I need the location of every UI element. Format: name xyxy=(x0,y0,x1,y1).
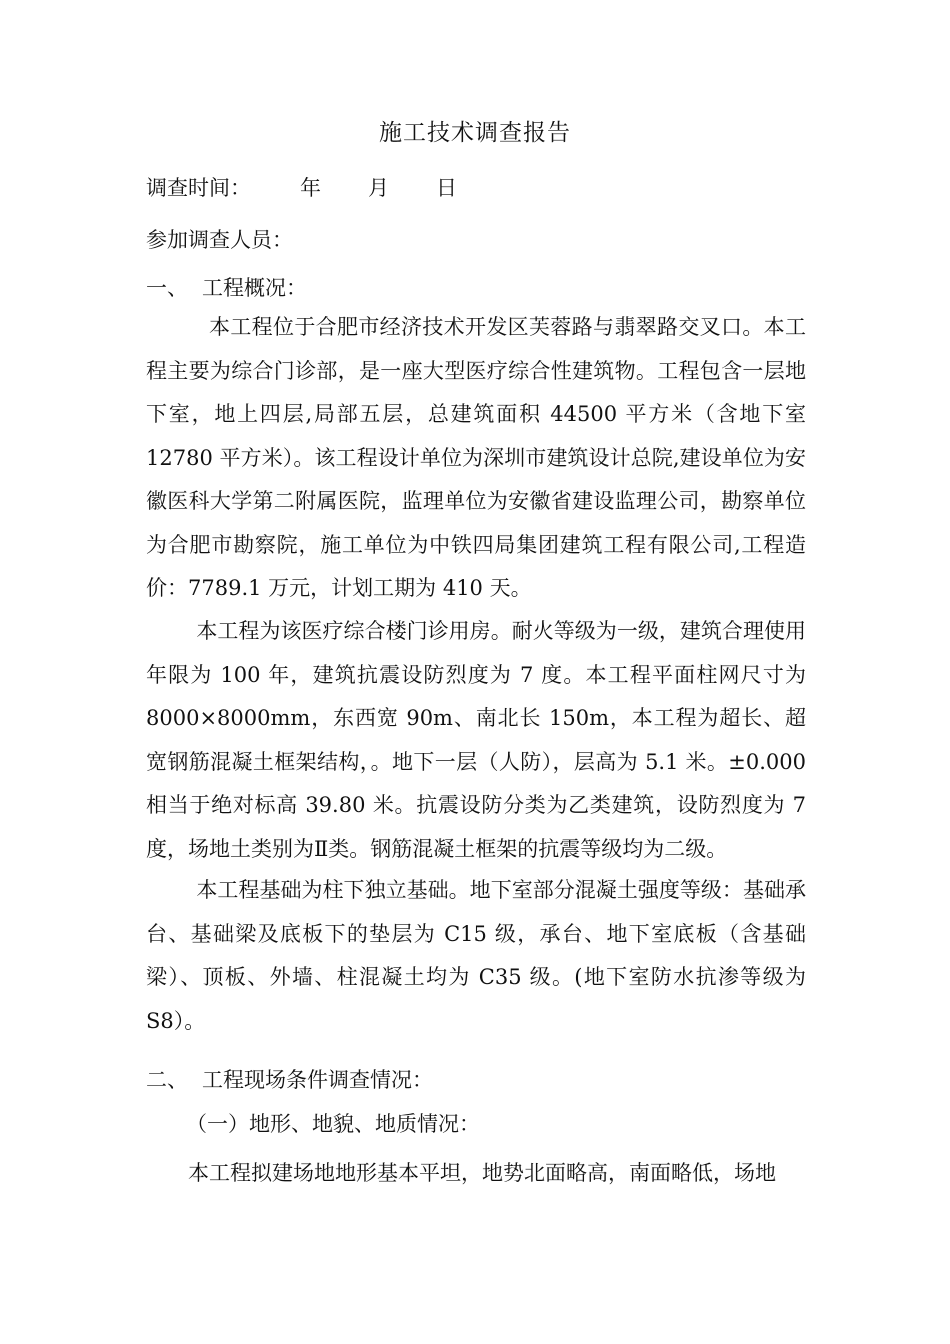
document-title: 施工技术调查报告 xyxy=(379,120,571,146)
section-2-heading xyxy=(146,1064,433,1094)
subsection-1-heading: （一）地形、地貌、地质情况： xyxy=(186,1112,480,1136)
paragraph-project-overview: 本工程位于合肥市经济技术开发区芙蓉路与翡翠路交叉口。本工程主要为综合门诊部，是一座大型医疗综合性建筑物。工程包含一层地下室，地上四层,局部五层，总建筑面积 44500 平方米（含地下室 12780 平方米）。该工程设计单位为深圳市建筑设计总院,建设单位为安徽医科大学第二附属医院，监理单位为安徽省建设监理公司，勘察单位为合肥市勘察院，施工单位为中铁四局集团建筑工程有限公司,工程造价：7789.1 万元，计划工期为 410 天。 xyxy=(146,315,806,600)
paragraph-foundation: 本工程基础为柱下独立基础。地下室部分混凝土强度等级：基础承台、基础梁及底板下的垫层为 C15 级，承台、地下室底板（含基础梁）、顶板、外墙、柱混凝土均为 C35 级。(地下室防水抗渗等级为 S8）。 xyxy=(146,878,806,1033)
section-1-title: 工程概况： xyxy=(202,276,307,300)
survey-date-day: 日 xyxy=(436,176,457,200)
paragraph-building-specs: 本工程为该医疗综合楼门诊用房。耐火等级为一级，建筑合理使用年限为 100 年，建筑抗震设防烈度为 7 度。本工程平面柱网尺寸为 8000×8000mm，东西宽 90m、南北长 150m，本工程为超长、超宽钢筋混凝土框架结构，。地下一层（人防），层高为 5.1 米。±0.000 相当于绝对标高 39.80 米。抗震设防分类为乙类建筑，设防烈度为 7 度，场地土类别为Ⅱ类。钢筋混凝土框架的抗震等级均为二级。 xyxy=(146,619,806,861)
survey-date-month: 月 xyxy=(368,176,389,200)
section-2-title: 工程现场条件调查情况： xyxy=(202,1068,433,1092)
survey-date-row xyxy=(146,172,457,202)
survey-date-label: 调查时间： xyxy=(146,176,251,200)
section-1-heading xyxy=(146,272,307,302)
paragraph-terrain: 本工程拟建场地地形基本平坦，地势北面略高，南面略低，场地 xyxy=(188,1161,776,1185)
survey-date-year: 年 xyxy=(300,176,321,200)
section-1-number: 一、 xyxy=(146,276,188,300)
survey-staff-label: 参加调查人员： xyxy=(146,228,293,252)
section-2-number: 二、 xyxy=(146,1068,188,1092)
